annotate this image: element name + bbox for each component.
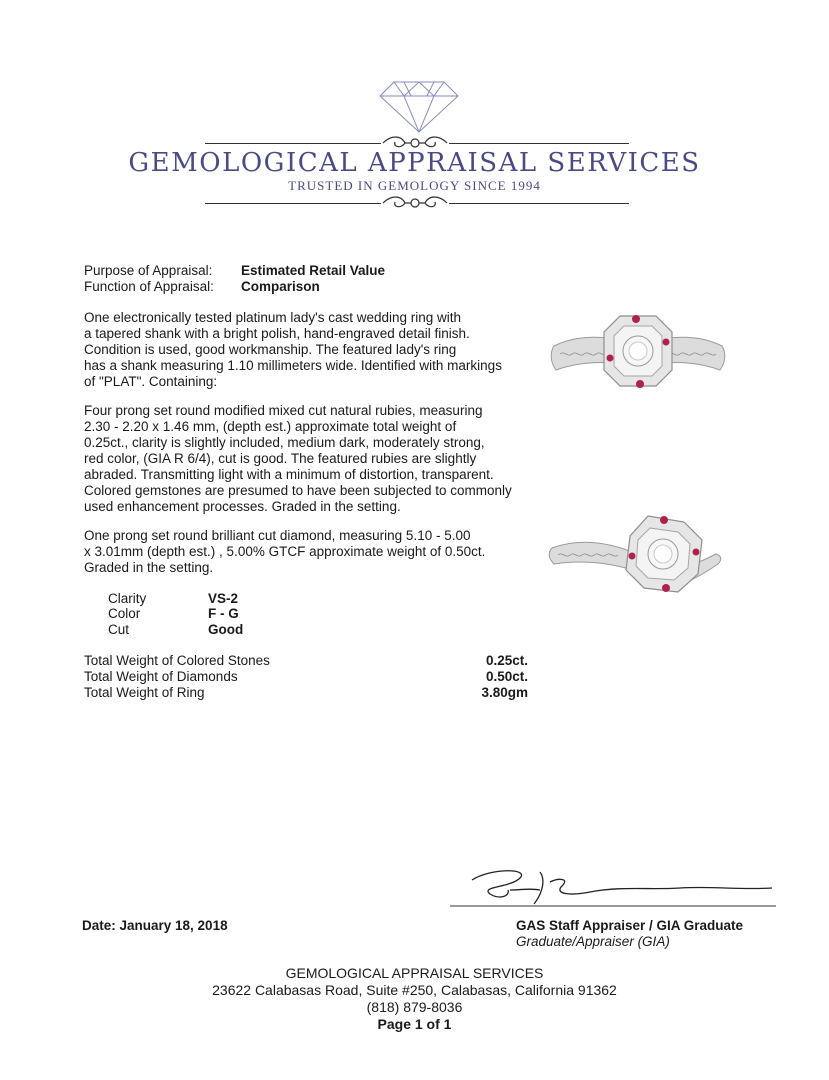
ruby-description: Four prong set round modified mixed cut natural rubies, measuring 2.30 - 2.20 x 1.46 mm, (depth est.) approximate total weight of 0.25ct., clarity is slightly included, medium dark, moderately strong, red color, (GIA R 6/4), cut is good. The featured rubies are slightly abraded. Transmitting light with a minimum of distortion, transparent. Colored gemstones are presumed to have been subjected to commonly used enhancement processes. Graded in the setting. [84, 403, 512, 514]
diamond-description: One prong set round brilliant cut diamond, measuring 5.10 - 5.00 x 3.01mm (depth est.) , 5.00% GTCF approximate weight of 0.50ct. Graded in the setting. [84, 528, 486, 575]
header-bottom-rule [205, 203, 381, 204]
ring-description: One electronically tested platinum lady's cast wedding ring with a tapered shank with a bright polish, hand-engraved detail finish. Condition is used, good workmanship. The featured lady's ring has a shank measuring 1.10 millimeters wide. Identified with markings of "PLAT". Containing: [84, 310, 502, 389]
total-diamonds-value: 0.50ct. [485, 669, 528, 684]
total-colored-stones-value: 0.25ct. [485, 653, 528, 668]
company-tagline: TRUSTED IN GEMOLOGY SINCE 1994 [288, 178, 541, 193]
grade-value-cut: Good [208, 622, 244, 637]
header-top-rule [205, 143, 381, 144]
total-ring-weight-value: 3.80gm [481, 685, 528, 700]
company-name: GEMOLOGICAL APPRAISAL SERVICES [128, 148, 701, 178]
purpose-label: Purpose of Appraisal: [84, 263, 213, 278]
footer-address: 23622 Calabasas Road, Suite #250, Calabasas, California 91362 [212, 982, 617, 998]
function-value: Comparison [241, 279, 320, 294]
ornament-scroll-icon [381, 193, 449, 213]
header-top-rule [449, 143, 629, 144]
total-ring-weight-label: Total Weight of Ring [84, 685, 205, 700]
grade-label-clarity: Clarity [108, 591, 147, 606]
appraiser-title: GAS Staff Appraiser / GIA Graduate [516, 918, 744, 933]
footer-phone: (818) 879-8036 [366, 999, 463, 1015]
total-diamonds-label: Total Weight of Diamonds [84, 669, 238, 684]
ring-photo-top-view [548, 308, 728, 400]
diamond-logo-icon [378, 78, 460, 134]
grade-label-color: Color [108, 606, 141, 621]
total-colored-stones-label: Total Weight of Colored Stones [84, 653, 270, 668]
appraisal-date: Date: January 18, 2018 [82, 918, 228, 933]
footer-company: GEMOLOGICAL APPRAISAL SERVICES [285, 965, 544, 981]
appraiser-subtitle: Graduate/Appraiser (GIA) [516, 934, 670, 949]
page-number: Page 1 of 1 [377, 1016, 452, 1032]
grade-value-clarity: VS-2 [208, 591, 239, 606]
grade-value-color: F - G [208, 606, 239, 621]
ring-photo-angle-view [548, 508, 728, 608]
appraiser-signature [450, 860, 780, 912]
function-label: Function of Appraisal: [84, 279, 214, 294]
purpose-value: Estimated Retail Value [241, 263, 386, 278]
grade-label-cut: Cut [108, 622, 130, 637]
header-bottom-rule [449, 203, 629, 204]
